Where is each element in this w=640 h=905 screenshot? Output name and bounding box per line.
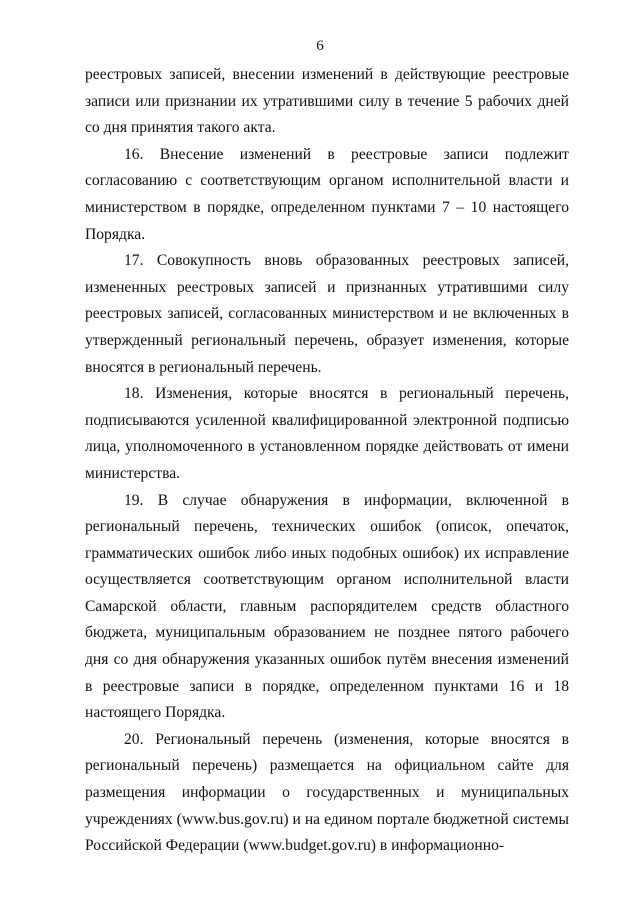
paragraph-text: Региональный перечень (изменения, которые вносятся в региональный перечень) размещается на официальном сайте для размещения информации о государственных и муниципальных учреждениях (www.bus.gov.ru) и на едином портале бюджетной системы Российской Федерации (www.budget.gov.ru) в информационно-	[85, 730, 569, 855]
document-body	[85, 62, 569, 860]
page-number: 6	[316, 38, 324, 54]
paragraph-18	[85, 381, 569, 487]
paragraph-17	[85, 248, 569, 381]
paragraph-number: 19.	[124, 491, 144, 509]
paragraph-number: 18.	[124, 385, 144, 403]
paragraph-text: Внесение изменений в реестровые записи подлежит согласованию с соответствующим органом исполнительной власти и министерством в порядке, определенном пунктами 7 – 10 настоящего Порядка.	[85, 145, 569, 243]
paragraph-text: Изменения, которые вносятся в региональный перечень, подписываются усиленной квалифицированной электронной подписью лица, уполномоченного в установленном порядке действовать от имени министерства.	[85, 385, 569, 482]
paragraph-text: В случае обнаружения в информации, включенной в региональный перечень, технических ошибок (описок, опечаток, грамматических ошибок либо иных подобных ошибок) их исправление осуществляется соответствующим органом исполнительной власти Самарской области, главным распорядителем средств областного бюджета, муниципальным образованием не позднее пятого рабочего дня со дня обнаружения указанных ошибок путём внесения изменений в реестровые записи в порядке, определенном пунктами 16 и 18 настоящего Порядка.	[85, 491, 569, 722]
paragraph-continuation	[85, 62, 569, 142]
paragraph-20	[85, 727, 569, 860]
paragraph-19	[85, 488, 569, 727]
paragraph-number: 20.	[124, 730, 144, 748]
paragraph-number: 16.	[124, 145, 144, 163]
paragraph-number: 17.	[124, 252, 144, 270]
paragraph-16	[85, 142, 569, 248]
paragraph-text: реестровых записей, внесении изменений в действующие реестровые записи или признании их утратившими силу в течение 5 рабочих дней со дня принятия такого акта.	[85, 66, 569, 137]
paragraph-text: Совокупность вновь образованных реестровых записей, измененных реестровых записей и признанных утратившими силу реестровых записей, согласованных министерством и не включенных в утвержденный региональный перечень, образует изменения, которые вносятся в региональный перечень.	[85, 252, 569, 376]
